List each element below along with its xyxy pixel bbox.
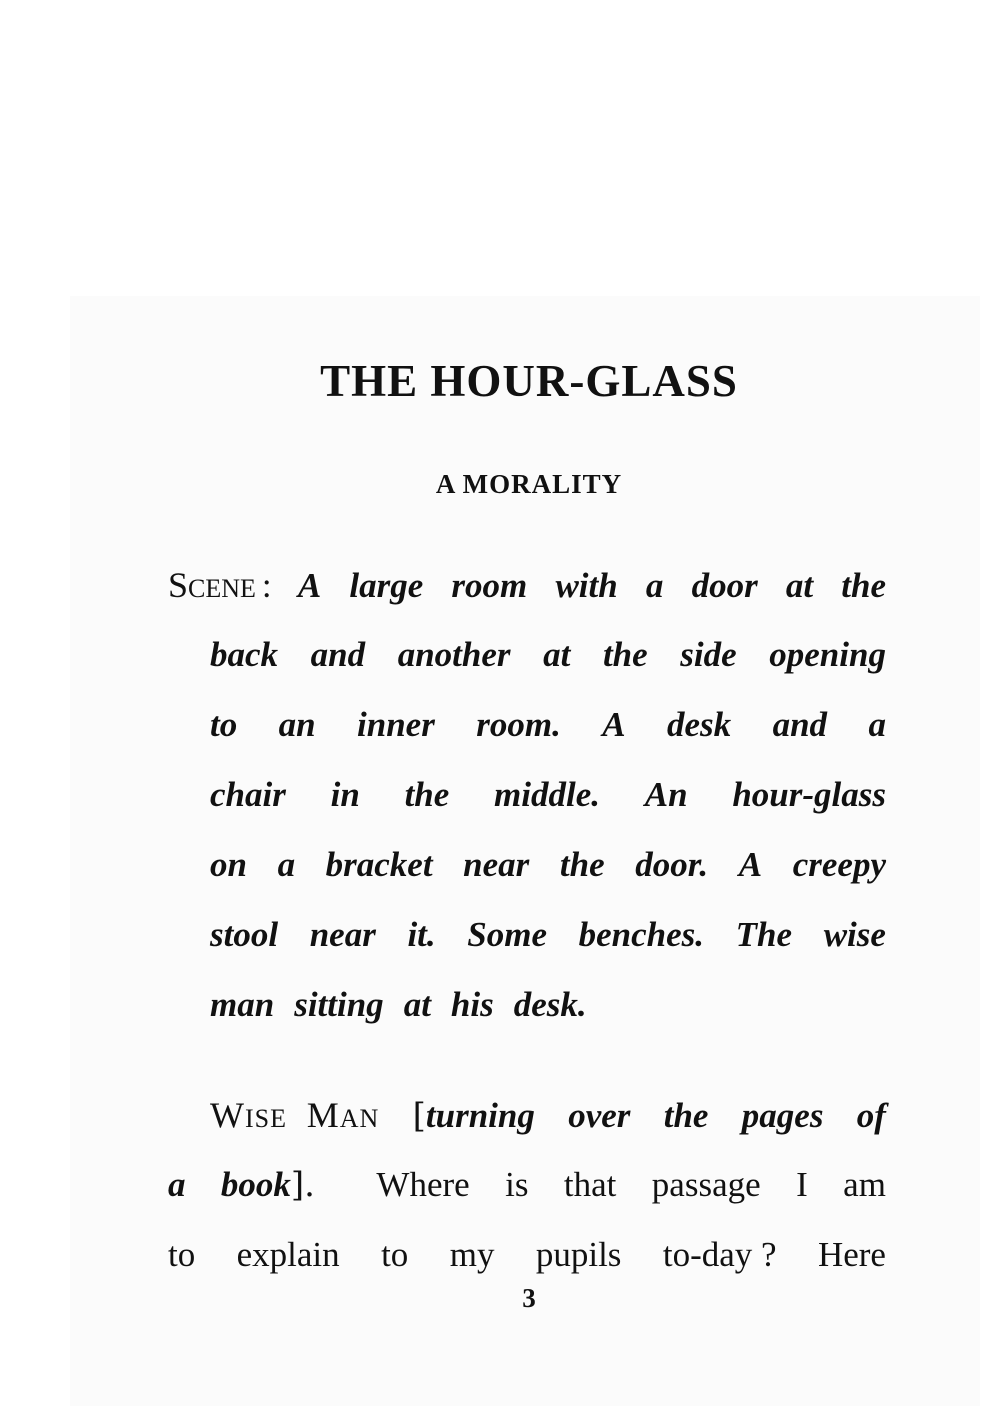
stage-direction-start [413,1093,535,1139]
speaker-name [210,1092,379,1142]
scene-word: wise [823,915,886,954]
scene-word: it. [407,915,436,954]
direction-word: the [663,1096,709,1135]
bracket-close: ]. [290,1165,315,1205]
scene-word: at [785,566,814,605]
scene-word: desk [667,705,732,744]
scene-word: and [310,635,366,674]
scene-word: and [772,705,828,744]
speech-word: to-day ? [662,1235,777,1274]
scene-word: creepy [792,845,886,884]
speech-word: to [381,1235,409,1274]
page-title: THE HOUR-GLASS [320,356,738,406]
direction-word: over [568,1096,631,1135]
scene-word: door. [635,845,709,884]
scene-word: the [559,845,605,884]
scene-line-5 [210,842,886,888]
scene-word: The [735,915,793,954]
speech-word: explain [236,1235,340,1274]
speaker-m-rest: AN [339,1104,380,1133]
scene-word: benches. [578,915,705,954]
scene-word: opening [769,635,886,674]
scene-line-2 [210,632,886,678]
speech-word: pupils [535,1235,622,1274]
speech-word: Where [376,1165,470,1204]
direction-word: book [220,1165,291,1204]
scene-word: back [210,635,279,674]
speaker-w-rest: ISE [244,1104,287,1133]
speech-word: my [449,1235,495,1274]
scene-word: an [278,705,316,744]
scene-word: at [403,985,431,1024]
scene-word: middle. [494,775,601,814]
scene-word: door [691,566,758,605]
scene-line-7 [210,982,590,1028]
speech-word: am [843,1165,886,1204]
scene-word: man [210,985,275,1024]
dialogue-line-1 [210,1092,886,1142]
scene-word: at [543,635,571,674]
scene-word: sitting [294,985,384,1024]
scene-word: stool [210,915,279,954]
speaker-w-initial: W [210,1095,245,1135]
scene-word: the [841,566,886,605]
scene-word: the [602,635,648,674]
scene-word: room. [476,705,561,744]
speech-word: I [796,1165,808,1204]
direction-word: of [856,1096,886,1135]
scene-label-rest: CENE [188,574,256,603]
scene-word: a [868,705,886,744]
speech-word: to [168,1235,196,1274]
dialogue-line-2 [168,1162,886,1208]
scene-label-colon: : [261,566,272,605]
page-subtitle: A MORALITY [435,469,623,499]
scene-word: with [555,566,618,605]
dialogue-line-3 [168,1232,886,1278]
scene-word: bracket [325,845,433,884]
page-number: 3 [522,1283,536,1313]
speech-word: is [505,1165,529,1204]
scene-word: A [738,845,763,884]
speech-word: that [563,1165,617,1204]
scene-word: to [210,705,238,744]
scene-label [168,562,272,612]
scene-word: a [277,845,296,884]
scene-word: A [602,705,626,744]
scene-word: his [450,985,494,1024]
scene-word: side [680,635,737,674]
speech-word: passage [651,1165,761,1204]
scene-word: room [451,566,528,605]
scene-word: near [463,845,530,884]
scene-word: An [644,775,688,814]
scene-word: large [349,566,424,605]
direction-word: pages [741,1096,824,1135]
scene-line-4 [210,772,886,818]
scene-label-initial: S [168,565,189,605]
scene-line-3 [210,702,886,748]
scene-word: chair [210,775,286,814]
scene-word: near [309,915,376,954]
bracket-open: [ [412,1096,426,1136]
speech-word: Here [817,1235,886,1274]
scene-word: the [404,775,450,814]
scene-word: on [210,845,247,884]
scene-word: inner [357,705,435,744]
scene-word: a [645,566,664,605]
direction-word: a [168,1165,186,1204]
scene-word: another [397,635,511,674]
stage-direction-end [221,1162,315,1208]
scene-word: in [330,775,360,814]
scene-line-6 [210,912,886,958]
speaker-m-initial: M [306,1095,340,1135]
scene-word: A [297,566,322,605]
direction-word: turning [425,1096,535,1135]
scene-line-1 [168,562,886,612]
scene-word: desk. [513,985,587,1024]
scene-word: Some [467,915,548,954]
scene-word: hour-glass [732,775,886,814]
